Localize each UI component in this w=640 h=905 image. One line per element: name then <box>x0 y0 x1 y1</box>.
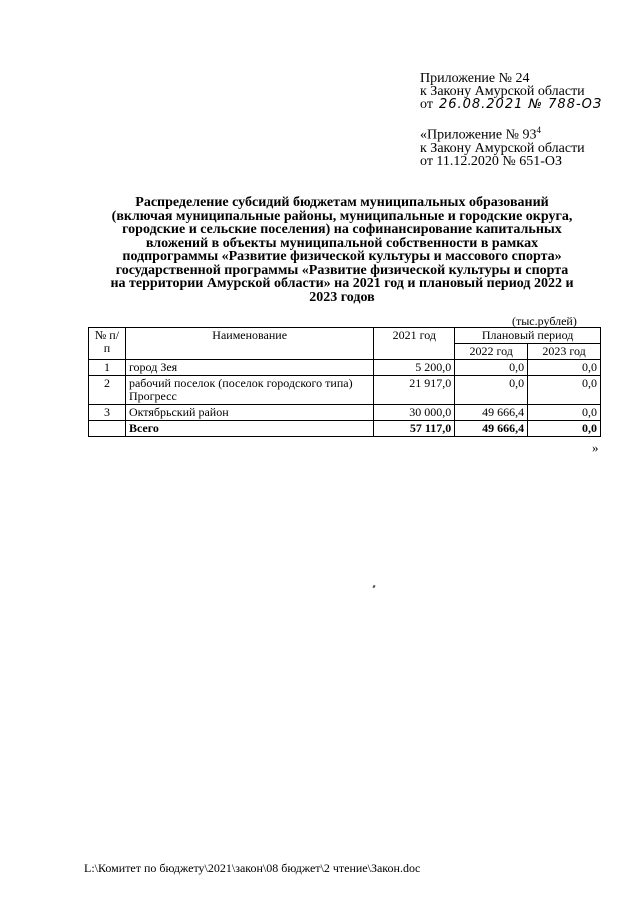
row-number: 2 <box>89 376 126 405</box>
title-line: (включая муниципальные районы, муниципальные и городские округа, <box>111 208 573 224</box>
title-line: на территории Амурской области» на 2021 год и плановый период 2022 и <box>110 276 574 291</box>
quoted-appendix-number: «Приложение № $93^4$ <box>420 125 541 143</box>
title-line: городские и сельские поселения) на софинансирование капитальных <box>122 222 562 237</box>
row-value-2022: 49 666,4 <box>455 405 528 421</box>
column-header-2022: 2022 год <box>455 344 528 360</box>
row-value-2021: 5 200,0 <box>374 360 455 376</box>
row-value-2023: 0,0 <box>528 376 601 405</box>
column-header-2021: 2021 год <box>374 328 455 360</box>
title-line: государственной программы «Развитие физической культуры и спорта <box>115 262 569 278</box>
quoted-appendix-header <box>420 124 585 168</box>
appendix-number: Приложение № 24 <box>420 71 530 86</box>
handwritten-date: 26.08.2021 № 788-ОЗ <box>438 97 603 112</box>
date-prefix: от <box>420 97 433 112</box>
law-date-line <box>420 98 602 111</box>
law-reference: к Закону Амурской области <box>420 84 585 99</box>
table-header-row <box>89 328 601 344</box>
quoted-law-reference: к Закону Амурской области <box>420 140 585 156</box>
quoted-law-date: от 11.12.2020 № 651-ОЗ <box>420 153 563 169</box>
total-value-2022: 49 666,4 <box>455 421 528 437</box>
table-row <box>89 376 601 405</box>
row-number: 3 <box>89 405 126 421</box>
title-line: Распределение субсидий бюджетам муниципальных образований <box>135 195 549 210</box>
appendix-superscript: 4 <box>536 125 541 135</box>
unit-label: (тыс.рублей) <box>512 314 577 328</box>
total-label: Всего <box>125 421 373 437</box>
column-header-number: № п/п <box>89 328 126 360</box>
column-header-2023: 2023 год <box>528 344 601 360</box>
title-line: 2023 годов <box>309 289 375 305</box>
column-header-plan-period: Плановый период <box>455 328 601 344</box>
row-value-2022: 0,0 <box>455 360 528 376</box>
row-value-2021: 30 000,0 <box>374 405 455 421</box>
table-total-row <box>89 421 601 437</box>
row-value-2023: 0,0 <box>528 405 601 421</box>
row-value-2021: 21 917,0 <box>374 376 455 405</box>
subsidy-table <box>88 327 601 437</box>
row-value-2022: 0,0 <box>455 376 528 405</box>
closing-quote: » <box>592 440 599 455</box>
total-value-2021: 57 117,0 <box>374 421 455 437</box>
document-title <box>86 196 598 304</box>
title-line: вложений в объекты муниципальной собственности в рамках <box>145 235 539 251</box>
footer-file-path: L:\Комитет по бюджету\2021\закон\08 бюджет\2 чтение\Закон.doc <box>84 861 421 875</box>
total-number-cell <box>89 421 126 437</box>
table-row <box>89 360 601 376</box>
row-name: город Зея <box>125 360 373 376</box>
total-value-2023: 0,0 <box>528 421 601 437</box>
row-name: рабочий поселок (поселок городского типа) Прогресс <box>125 376 373 405</box>
scan-speck <box>372 585 375 589</box>
row-name: Октябрьский район <box>125 405 373 421</box>
column-header-name: Наименование <box>125 328 373 360</box>
row-value-2023: 0,0 <box>528 360 601 376</box>
appendix-header <box>420 72 602 111</box>
table-row <box>89 405 601 421</box>
row-number: 1 <box>89 360 126 376</box>
title-line: подпрограммы «Развитие физической культуры и массового спорта» <box>122 249 562 264</box>
